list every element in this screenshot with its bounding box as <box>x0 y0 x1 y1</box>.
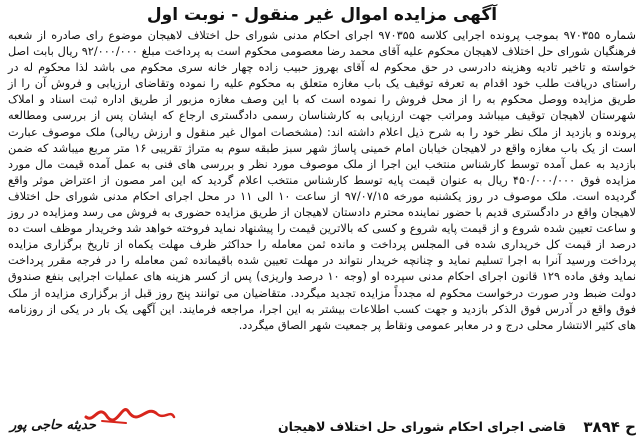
notice-footer <box>0 415 644 441</box>
footer-code: ح ۳۸۹۴ <box>583 418 636 436</box>
signature-name: حدیثه حاجی پور <box>10 418 96 433</box>
notice-body <box>8 28 636 334</box>
notice-body-paragraph: شماره ۹۷۰۳۵۵ بموجب پرونده اجرایی کلاسه ۹۷۰۳۵۵ اجرای احکام مدنی شورای حل اختلاف لاهیجان موضوع رای صادره از شعبه فرهنگیان شورای حل اختلاف لاهیجان محکوم علیه آقای محمد رضا معصومی محکوم است به پرداخت مبلغ ۹۲/۰۰۰/۰۰۰ ریال بابت اصل خواسته و تاخیر تادیه وهزینه دادرسی در حق محکوم له آقای بهروز حبیب زاده چهار خانه سری محکوم می باشد لذا محکوم له در راستای دریافت طلب خود اقدام به تعرفه توقیف یک باب مغازه متعلق به محکوم علیه را نموده وتقاضای ارزیابی و فروش آن را از طریق مزایده ووصل محکوم به را از محل فروش را نموده است که با این وصف مغازه مزبور از طریق اداره ثبت اسناد و املاک شهرستان لاهیجان توقیف میباشد ومراتب جهت ارزیابی به کارشناسان رسمی دادگستری ارجاع که ایشان پس از بررسی ومطالعه پرونده و بازدید از ملک نظر خود را به شرح ذیل اعلام داشته اند: (مشخصات اموال غیر منقول و ارزش ریالی) ملک موصوف عبارت است از یک باب مغازه واقع در لاهیجان خیابان امام خمینی پاساژ شهر سبز طبقه سوم به متراژ تقریبی ۱۶ متر مربع میباشد که ضمن بازدید به عمل آمده توسط کارشناس منتخب این اجرا از ملک موصوف مورد نظر و بررسی های فنی به عمل آمده قیمت مال مورد مزایده فوق ۴۵۰/۰۰۰/۰۰۰ ریال به عنوان قیمت پایه توسط کارشناس منتخب اعلام گردید که این امر مصون از اعتراض موثر واقع گردیده است. ملک موصوف در روز یکشنبه مورخه ۹۷/۰۷/۱۵ از ساعت ۱۰ الی ۱۱ در محل اجرای احکام مدنی شورای حل اختلاف لاهیجان واقع در دادگستری قدیم با حضور نماینده محترم دادستان لاهیجان از طریق مزایده حضوری به فروش می رسد ومزایده در روز و ساعت تعیین شده شروع و از قیمت پایه شروع و کسی که بالاترین قیمت را پیشنهاد نماید فروخته خواهد شد وخریدار موظف است ده درصد از قیمت کل خریداری شده فی المجلس پرداخت و مانده ثمن معامله را حداکثر ظرف مهلت یکماه از تاریخ برگزاری مزایده پرداخت ورسید آنرا به اجرا تسلیم نماید و چنانچه خریدار نتواند در مهلت تعیین شده باقیمانده ثمن معامله را در فرجه مقرر پرداخت نماید وفق ماده ۱۲۹ قانون اجرای احکام مدنی سپرده او (وجه ۱۰ درصد واریزی) پس از کسر هزینه های عملیات اجرایی بنفع صندوق دولت ضبط ودر صورت درخواست محکوم له مجدداً مزایده تجدید میگردد. متقاضیان می توانند پنج روز قبل از برگزاری مزایده از ملک فوق واقع در آدرس فوق الذکر بازدید و جهت کسب اطلاعات بیشتر به این اجرا، مراجعه فرمایند. این آگهی یک بار در یکی از روزنامه های کثیر الانتشار محلی درج و در معابر عمومی ونقاط پر جمعیت شهر الصاق میگردد. <box>8 29 637 332</box>
handwritten-signature <box>6 401 176 441</box>
notice-title: آگهی مزایده اموال غیر منقول - نوبت اول <box>146 5 498 25</box>
footer-office-title: قاضی اجرای احکام شورای حل اختلاف لاهیجان <box>277 419 566 434</box>
